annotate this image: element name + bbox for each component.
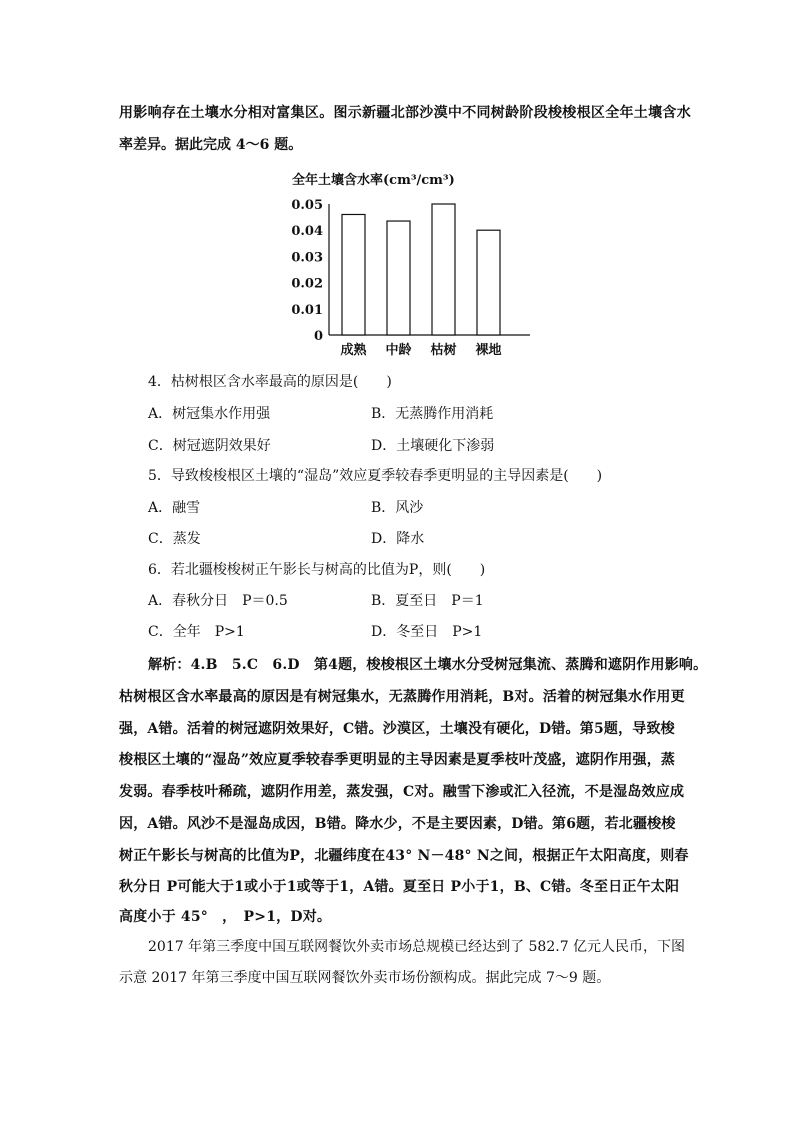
question-5-stem: 5．导致梭梭根区土壤的“湿岛”效应夏季较春季更明显的主导因素是( )	[148, 468, 603, 484]
solution-line-5: 发弱。春季枝叶稀疏，遮阴作用差，蒸发强，C对。融雪下渗或汇入径流，不是湿岛效应成	[119, 784, 685, 800]
bar-4	[477, 230, 500, 335]
q5-option-c: C．蒸发	[148, 531, 201, 547]
intro-line-1: 用影响存在土壤水分相对富集区。图示新疆北部沙漠中不同树龄阶段梭梭根区全年土壤含水	[119, 105, 691, 121]
solution-line-2: 枯树根区含水率最高的原因是有树冠集水，无蒸腾作用消耗，B对。活着的树冠集水作用更	[119, 689, 685, 705]
y-tick-label: 0.03	[291, 250, 323, 266]
q4-option-c: C．树冠遮阴效果好	[148, 438, 271, 454]
question-6-stem: 6．若北疆梭梭树正午影长与树高的比值为P，则( )	[148, 562, 486, 578]
q5-option-a: A．融雪	[148, 500, 201, 516]
intro-line-2: 率差异。据此完成 4～6 题。	[119, 137, 303, 153]
q6-option-a: A．春秋分日 P＝0.5	[148, 593, 288, 609]
x-category-label: 中龄	[385, 343, 412, 358]
question-4-stem: 4．枯树根区含水率最高的原因是( )	[148, 374, 392, 390]
q6-option-b: B．夏至日 P＝1	[371, 593, 484, 609]
x-category-label: 成熟	[340, 343, 367, 358]
q6-option-d: D．冬至日 P>1	[371, 624, 483, 640]
y-tick-label: 0.02	[291, 276, 323, 292]
soil-moisture-bar-chart	[0, 165, 794, 365]
q6-option-c: C．全年 P>1	[148, 624, 245, 640]
q5-option-d: D．降水	[371, 531, 425, 547]
y-tick-label: 0.05	[291, 198, 323, 213]
bar-3	[432, 204, 455, 335]
solution-line-7: 树正午影长与树高的比值为P，北疆纬度在43° N－48° N之间，根据正午太阳高度，则春	[119, 848, 689, 864]
q4-option-d: D．土壤硬化下渗弱	[371, 438, 495, 454]
next-intro-line-2: 示意 2017 年第三季度中国互联网餐饮外卖市场份额构成。据此完成 7～9 题。	[119, 970, 611, 986]
solution-line-3: 强，A错。活着的树冠遮阴效果好，C错。沙漠区，土壤没有硬化，D错。第5题，导致梭	[119, 721, 675, 737]
x-category-label: 裸地	[475, 343, 502, 358]
q4-option-b: B．无蒸腾作用消耗	[371, 406, 494, 422]
bar-1	[342, 214, 365, 335]
x-category-label: 枯树	[430, 343, 457, 358]
q5-option-b: B．风沙	[371, 500, 424, 516]
solution-line-6: 因，A错。风沙不是湿岛成因，B错。降水少，不是主要因素，D错。第6题，若北疆梭梭	[119, 816, 676, 832]
q4-option-a: A．树冠集水作用强	[148, 406, 271, 422]
bars	[342, 204, 500, 335]
y-tick-label: 0	[313, 329, 323, 344]
chart-title: 全年土壤含水率(cm³/cm³)	[292, 173, 455, 188]
solution-line-8: 秋分日 P可能大于1或小于1或等于1，A错。夏至日 P小于1，B、C错。冬至日正午太阳	[119, 879, 680, 895]
solution-line-4: 梭根区土壤的“湿岛”效应夏季较春季更明显的主导因素是夏季枝叶茂盛，遮阴作用强，蒸	[119, 752, 676, 768]
solution-line-9: 高度小于 45° ， P>1，D对。	[119, 909, 332, 925]
bar-2	[387, 221, 410, 335]
x-axis-labels	[340, 342, 501, 358]
next-intro-line-1: 2017 年第三季度中国互联网餐饮外卖市场总规模已经达到了 582.7 亿元人民币，下图	[148, 939, 686, 955]
solution-line-1: 解析：4.B 5.C 6.D 第4题，梭梭根区土壤水分受树冠集流、蒸腾和遮阴作用影响。	[148, 657, 708, 673]
y-tick-label: 0.04	[291, 224, 323, 240]
y-tick-label: 0.01	[291, 302, 323, 318]
